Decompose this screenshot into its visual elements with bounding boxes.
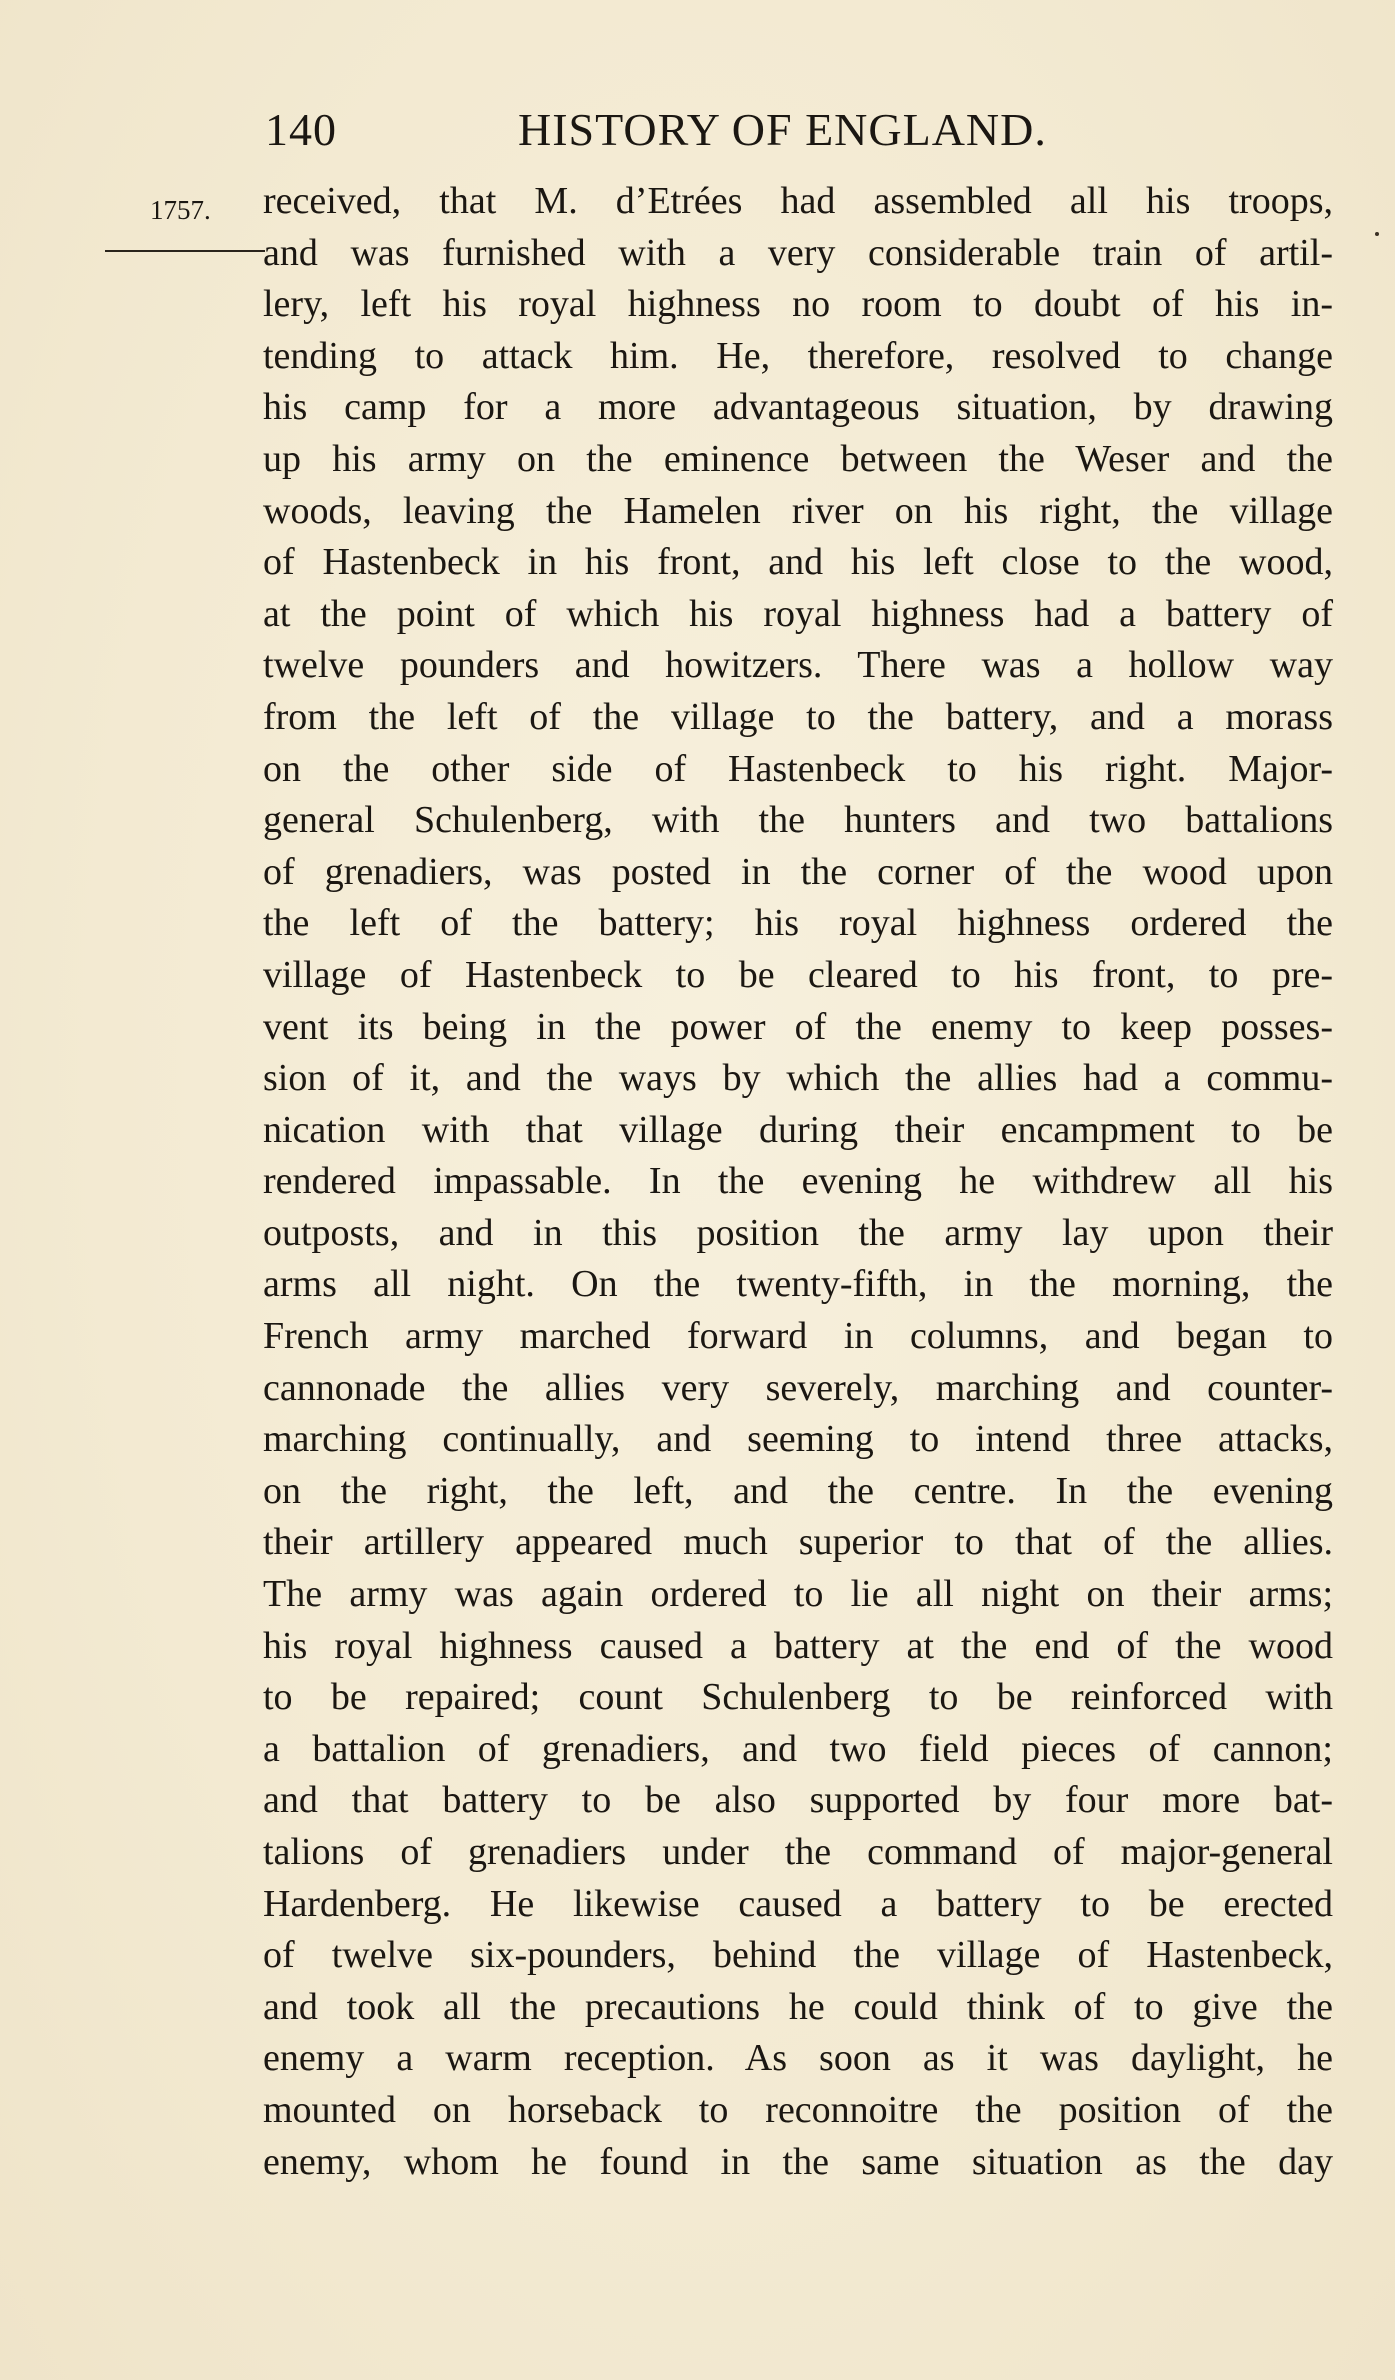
page-header bbox=[265, 100, 1120, 160]
margin-rule bbox=[105, 250, 265, 252]
text-line: general Schulenberg, with the hunters and two battalions bbox=[263, 799, 1333, 842]
ink-speck bbox=[1375, 232, 1379, 236]
text-line: of twelve six-pounders, behind the village of Hastenbeck, bbox=[263, 1934, 1333, 1977]
text-line: twelve pounders and howitzers. There was a hollow way bbox=[263, 644, 1333, 687]
text-line: and took all the precautions he could think of to give the bbox=[263, 1985, 1333, 2028]
text-line: the left of the battery; his royal highness ordered the bbox=[263, 902, 1333, 945]
running-title: HISTORY OF ENGLAND. bbox=[518, 104, 1047, 155]
text-line: and was furnished with a very considerable train of artil- bbox=[263, 231, 1333, 274]
text-line: a battalion of grenadiers, and two field pieces of cannon; bbox=[263, 1727, 1333, 1770]
text-line: received, that M. d’Etrées had assembled all his troops, bbox=[263, 180, 1333, 222]
body-text bbox=[263, 176, 1333, 2188]
text-line: mounted on horseback to reconnoitre the position of the bbox=[263, 2088, 1333, 2131]
text-line: from the left of the village to the battery, and a morass bbox=[263, 695, 1333, 738]
text-line: outposts, and in this position the army lay upon their bbox=[263, 1211, 1333, 1254]
text-line: up his army on the eminence between the Weser and the bbox=[263, 437, 1333, 480]
text-line: French army marched forward in columns, and began to bbox=[263, 1315, 1333, 1358]
text-line: marching continually, and seeming to intend three attacks, bbox=[263, 1418, 1333, 1461]
margin-year-note: 1757. bbox=[150, 195, 211, 225]
text-line: talions of grenadiers under the command of major-general bbox=[263, 1831, 1333, 1873]
text-line: village of Hastenbeck to be cleared to his front, to pre- bbox=[263, 953, 1333, 996]
text-line: arms all night. On the twenty-fifth, in the morning, the bbox=[263, 1263, 1333, 1306]
text-line: his camp for a more advantageous situation, by drawing bbox=[263, 386, 1333, 429]
text-line: and that battery to be also supported by four more bat- bbox=[263, 1779, 1333, 1822]
text-line: The army was again ordered to lie all night on their arms; bbox=[263, 1573, 1333, 1616]
text-line: vent its being in the power of the enemy to keep posses- bbox=[263, 1005, 1333, 1048]
text-line: nication with that village during their encampment to be bbox=[263, 1108, 1333, 1151]
text-line: his royal highness caused a battery at the end of the wood bbox=[263, 1624, 1333, 1667]
text-line: cannonade the allies very severely, marching and counter- bbox=[263, 1366, 1333, 1409]
page-number: 140 bbox=[265, 104, 337, 155]
text-line: their artillery appeared much superior to that of the allies. bbox=[263, 1521, 1333, 1564]
text-line: sion of it, and the ways by which the allies had a commu- bbox=[263, 1057, 1333, 1100]
text-line: of grenadiers, was posted in the corner of the wood upon bbox=[263, 850, 1333, 893]
text-line: woods, leaving the Hamelen river on his right, the village bbox=[263, 489, 1333, 532]
text-line: on the other side of Hastenbeck to his right. Major- bbox=[263, 747, 1333, 790]
text-line: tending to attack him. He, therefore, resolved to change bbox=[263, 334, 1333, 377]
text-line: Hardenberg. He likewise caused a battery to be erected bbox=[263, 1882, 1333, 1925]
text-line: enemy a warm reception. As soon as it was daylight, he bbox=[263, 2037, 1333, 2080]
text-line: enemy, whom he found in the same situation as the day bbox=[263, 2140, 1333, 2183]
text-line: rendered impassable. In the evening he withdrew all his bbox=[263, 1160, 1333, 1203]
text-line: lery, left his royal highness no room to doubt of his in- bbox=[263, 283, 1333, 326]
text-line: to be repaired; count Schulenberg to be reinforced with bbox=[263, 1676, 1333, 1719]
text-line: at the point of which his royal highness had a battery of bbox=[263, 592, 1333, 635]
text-line: on the right, the left, and the centre. In the evening bbox=[263, 1469, 1333, 1512]
text-line: of Hastenbeck in his front, and his left close to the wood, bbox=[263, 541, 1333, 584]
